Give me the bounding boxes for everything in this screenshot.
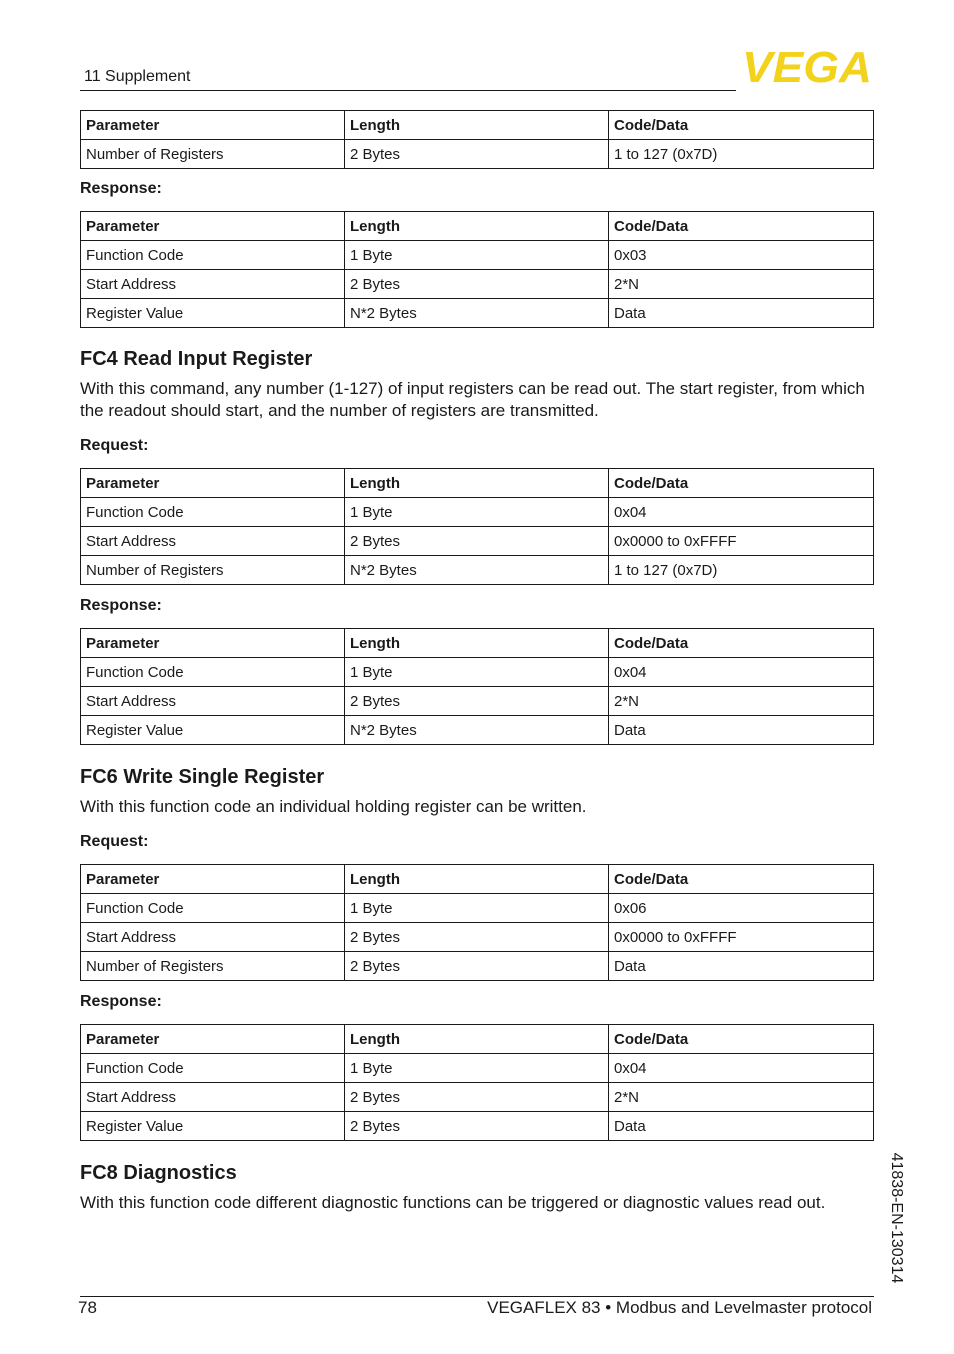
table-header-row [81,865,874,894]
col-header-length: Length [345,629,609,658]
cell-parameter: Register Value [81,1112,345,1141]
fc6-response-table [80,1024,874,1141]
cell-parameter: Start Address [81,923,345,952]
table-header-row [81,212,874,241]
table-row [81,687,874,716]
cell-code: 1 to 127 (0x7D) [609,556,874,585]
table-row [81,894,874,923]
cell-parameter: Function Code [81,498,345,527]
table-row [81,1054,874,1083]
fc6-response-label: Response: [80,993,162,1010]
fc8-description: With this function code different diagnostic functions can be triggered or diagnostic values read out. [80,1193,826,1212]
fc3-response-label: Response: [80,180,162,197]
cell-length: 2 Bytes [345,140,609,169]
table-header-row [81,111,874,140]
table-row [81,140,874,169]
col-header-parameter: Parameter [81,111,345,140]
cell-length: N*2 Bytes [345,716,609,745]
col-header-length: Length [345,1025,609,1054]
cell-parameter: Start Address [81,687,345,716]
cell-parameter: Start Address [81,1083,345,1112]
table-row [81,241,874,270]
cell-code: 2*N [609,270,874,299]
cell-code: 0x04 [609,658,874,687]
table-row [81,556,874,585]
table-row [81,527,874,556]
col-header-code: Code/Data [609,1025,874,1054]
col-header-length: Length [345,111,609,140]
table-row [81,1112,874,1141]
page-number: 78 [78,1298,97,1317]
cell-length: 2 Bytes [345,1083,609,1112]
cell-code: Data [609,1112,874,1141]
cell-length: 1 Byte [345,658,609,687]
col-header-length: Length [345,212,609,241]
table-row [81,952,874,981]
cell-parameter: Number of Registers [81,140,345,169]
cell-parameter: Function Code [81,658,345,687]
fc6-heading: FC6 Write Single Register [80,766,325,788]
fc6-request-table [80,864,874,981]
cell-parameter: Number of Registers [81,556,345,585]
cell-length: 1 Byte [345,894,609,923]
col-header-code: Code/Data [609,111,874,140]
col-header-length: Length [345,469,609,498]
cell-code: 0x06 [609,894,874,923]
cell-code: Data [609,299,874,328]
fc6-description: With this function code an individual holding register can be written. [80,797,587,816]
fc4-response-label: Response: [80,597,162,614]
col-header-code: Code/Data [609,865,874,894]
svg-text:VEGA: VEGA [742,46,872,86]
col-header-code: Code/Data [609,469,874,498]
cell-code: 0x04 [609,498,874,527]
cell-code: Data [609,952,874,981]
fc4-heading: FC4 Read Input Register [80,348,313,370]
fc3-response-table [80,211,874,328]
footer-product: VEGAFLEX 83 • Modbus and Levelmaster protocol [487,1298,872,1317]
cell-length: N*2 Bytes [345,299,609,328]
cell-parameter: Register Value [81,299,345,328]
cell-parameter: Number of Registers [81,952,345,981]
cell-parameter: Start Address [81,527,345,556]
cell-parameter: Register Value [81,716,345,745]
col-header-parameter: Parameter [81,1025,345,1054]
col-header-code: Code/Data [609,212,874,241]
col-header-length: Length [345,865,609,894]
col-header-code: Code/Data [609,629,874,658]
cell-code: Data [609,716,874,745]
col-header-parameter: Parameter [81,865,345,894]
cell-length: 1 Byte [345,241,609,270]
fc4-request-label: Request: [80,437,149,454]
cell-code: 2*N [609,687,874,716]
fc4-response-table [80,628,874,745]
table-header-row [81,469,874,498]
cell-length: N*2 Bytes [345,556,609,585]
cell-code: 0x0000 to 0xFFFF [609,527,874,556]
fc4-request-table [80,468,874,585]
table-row [81,270,874,299]
fc4-description: With this command, any number (1-127) of input registers can be read out. The start register, from which the readout should start, and the number of registers are transmitted. [80,379,865,420]
col-header-parameter: Parameter [81,629,345,658]
table-row [81,923,874,952]
table-row [81,299,874,328]
col-header-parameter: Parameter [81,469,345,498]
cell-parameter: Function Code [81,894,345,923]
table-row [81,658,874,687]
top-request-table [80,110,874,169]
footer-rule [80,1296,874,1297]
cell-length: 1 Byte [345,1054,609,1083]
col-header-parameter: Parameter [81,212,345,241]
table-header-row [81,629,874,658]
cell-parameter: Function Code [81,1054,345,1083]
header-rule [80,90,736,91]
cell-length: 1 Byte [345,498,609,527]
cell-length: 2 Bytes [345,952,609,981]
fc6-request-label: Request: [80,833,149,850]
cell-length: 2 Bytes [345,527,609,556]
cell-length: 2 Bytes [345,1112,609,1141]
table-row [81,1083,874,1112]
table-header-row [81,1025,874,1054]
cell-length: 2 Bytes [345,687,609,716]
table-row [81,498,874,527]
cell-parameter: Function Code [81,241,345,270]
table-row [81,716,874,745]
cell-code: 2*N [609,1083,874,1112]
document-code: 41838-EN-130314 [888,1152,905,1284]
cell-code: 1 to 127 (0x7D) [609,140,874,169]
vega-logo [741,46,873,86]
cell-code: 0x0000 to 0xFFFF [609,923,874,952]
cell-length: 2 Bytes [345,923,609,952]
cell-length: 2 Bytes [345,270,609,299]
header-section-label: 11 Supplement [84,68,191,85]
fc8-heading: FC8 Diagnostics [80,1162,237,1184]
cell-parameter: Start Address [81,270,345,299]
cell-code: 0x03 [609,241,874,270]
cell-code: 0x04 [609,1054,874,1083]
